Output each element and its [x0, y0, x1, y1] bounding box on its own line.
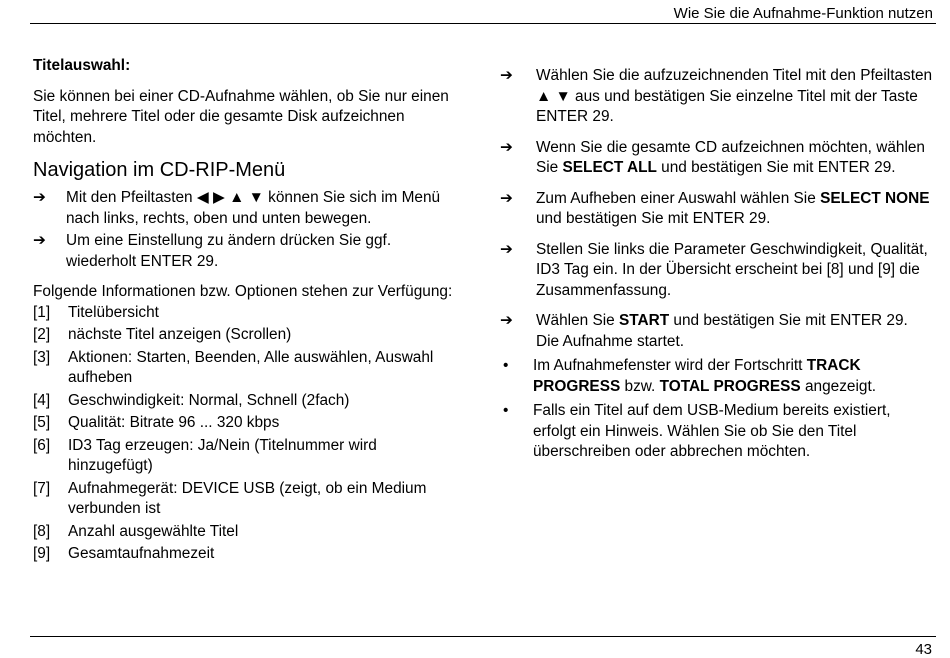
- list-item-text: nächste Titel anzeigen (Scrollen): [68, 326, 292, 343]
- item-number: [8]: [33, 522, 51, 540]
- intro-paragraph: Sie können bei einer CD-Aufnahme wählen, ob Sie nur einen Titel, mehrere Titel oder die gesamte Disk aufzeichnen möchten.: [33, 87, 449, 146]
- list-item: [33, 413, 463, 434]
- list-item-text: Anzahl ausgewählte Titel: [68, 522, 239, 540]
- emphasis: TRACK PROGRESS: [533, 357, 861, 395]
- list-item: [33, 325, 463, 346]
- list-item-text: [536, 189, 935, 230]
- text-segment: Wenn Sie die gesamte CD aufzeichnen möchten, wählen Sie: [536, 138, 925, 176]
- text-segment: und bestätigen Sie mit ENTER 29. Die Aufnahme startet.: [536, 312, 908, 350]
- arrow-icon: ➔: [500, 240, 513, 258]
- header-rule: [30, 23, 936, 24]
- list-item-text: Gesamtaufnahmezeit: [68, 545, 215, 562]
- list-item-text: [533, 356, 935, 397]
- arrow-icon: ➔: [500, 189, 513, 207]
- item-number: [1]: [33, 303, 51, 321]
- left-column: [33, 56, 463, 567]
- item-number: [2]: [33, 326, 51, 343]
- list-item-text: Stellen Sie links die Parameter Geschwindigkeit, Qualität, ID3 Tag ein. In der Übersicht erscheint bei [8] und [9] die Zusammenfassung.: [536, 240, 928, 299]
- list-item-text: Wählen Sie die aufzuzeichnenden Titel mit den Pfeiltasten ▲ ▼ aus und bestätigen Sie einzelne Titel mit der Taste ENTER 29.: [536, 67, 933, 125]
- options-intro: Folgende Informationen bzw. Optionen stehen zur Verfügung:: [33, 283, 453, 300]
- text-segment: angezeigt.: [800, 377, 877, 395]
- list-item: [33, 479, 463, 520]
- arrow-icon: ➔: [500, 67, 513, 84]
- list-item-text: Um eine Einstellung zu ändern drücken Sie ggf. wiederholt ENTER 29.: [66, 232, 392, 270]
- emphasis: SELECT NONE: [820, 189, 930, 207]
- page-number: 43: [915, 641, 932, 658]
- list-item: [33, 522, 463, 543]
- instruction-list: [33, 188, 463, 272]
- list-item: [500, 401, 935, 463]
- list-item: [500, 189, 935, 230]
- right-column: [500, 66, 935, 473]
- footer-rule: [30, 636, 936, 637]
- text-segment: und bestätigen Sie mit ENTER 29.: [656, 159, 896, 176]
- list-item: [33, 188, 463, 229]
- item-number: [4]: [33, 391, 51, 409]
- header-title: Wie Sie die Aufnahme-Funktion nutzen: [673, 5, 933, 22]
- section-heading: Navigation im CD-RIP-Menü: [33, 159, 286, 181]
- emphasis: SELECT ALL: [562, 159, 657, 176]
- text-segment: und bestätigen Sie mit ENTER 29.: [536, 210, 771, 227]
- item-number: [9]: [33, 545, 51, 562]
- list-item: [33, 436, 463, 477]
- list-item: [500, 311, 935, 352]
- text-segment: Im Aufnahmefenster wird der Fortschritt: [533, 357, 807, 374]
- list-item: [33, 544, 463, 565]
- text-segment: bzw.: [620, 377, 660, 395]
- list-item-text: Geschwindigkeit: Normal, Schnell (2fach): [68, 391, 350, 409]
- list-item: [33, 348, 463, 389]
- list-item: [33, 391, 463, 412]
- list-item-text: Qualität: Bitrate 96 ... 320 kbps: [68, 414, 280, 431]
- list-item-text: ID3 Tag erzeugen: Ja/Nein (Titelnummer wird hinzugefügt): [68, 436, 377, 474]
- list-item: [500, 66, 935, 128]
- list-item: [500, 356, 935, 397]
- list-item-text: [536, 311, 935, 352]
- emphasis: TOTAL PROGRESS: [659, 377, 801, 395]
- emphasis: START: [618, 312, 670, 329]
- item-number: [6]: [33, 436, 51, 454]
- arrow-icon: ➔: [33, 232, 46, 249]
- item-number: [5]: [33, 414, 51, 431]
- options-list: [33, 303, 463, 565]
- list-item-text: Aufnahmegerät: DEVICE USB (zeigt, ob ein Medium verbunden ist: [68, 479, 427, 517]
- list-item: [500, 138, 935, 179]
- list-item-text: Aktionen: Starten, Beenden, Alle auswählen, Auswahl aufheben: [68, 348, 434, 386]
- list-item: [500, 240, 935, 302]
- item-number: [3]: [33, 348, 51, 366]
- text-segment: Wählen Sie: [536, 312, 619, 329]
- arrow-icon: ➔: [500, 312, 513, 329]
- list-item-text: Mit den Pfeiltasten ◀ ▶ ▲ ▼ können Sie sich im Menü nach links, rechts, oben und unten bewegen.: [66, 189, 441, 227]
- bullet-icon: •: [503, 357, 509, 374]
- list-item: [33, 303, 463, 324]
- list-item-text: Titelübersicht: [68, 303, 159, 321]
- list-item-text: Falls ein Titel auf dem USB-Medium bereits existiert, erfolgt ein Hinweis. Wählen Sie ob Sie den Titel überschreiben oder abbrechen möchten.: [533, 402, 891, 460]
- item-number: [7]: [33, 479, 51, 497]
- section-title: Titelauswahl:: [33, 57, 131, 74]
- arrow-icon: ➔: [500, 138, 513, 156]
- list-item: [33, 231, 463, 272]
- bullet-icon: •: [503, 402, 509, 419]
- arrow-icon: ➔: [33, 189, 46, 206]
- list-item-text: [536, 138, 935, 179]
- text-segment: Zum Aufheben einer Auswahl wählen Sie: [536, 189, 821, 207]
